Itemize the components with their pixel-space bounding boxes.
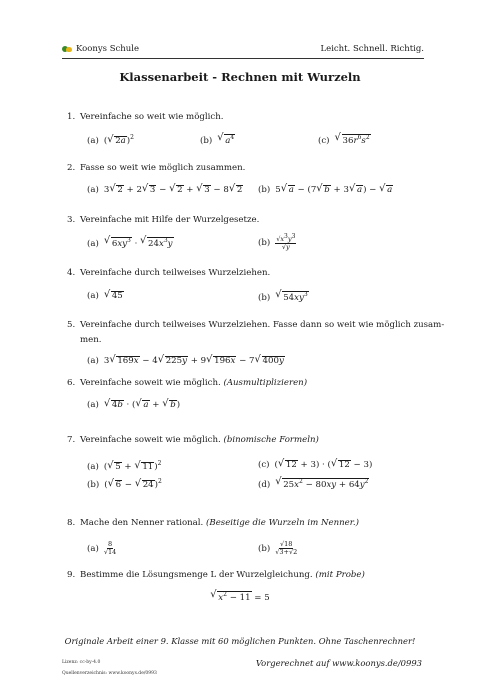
question-1: 1. Vereinfache so weit wie möglich. bbox=[67, 112, 224, 122]
sources-text: Quellenverzeichnis: www.koonys.de/0993 bbox=[62, 671, 157, 676]
question-5-continued: men. bbox=[80, 335, 102, 345]
question-6: 6. Vereinfache soweit wie möglich. (Ausmultiplizieren) bbox=[67, 378, 308, 388]
footnote: Originale Arbeit einer 9. Klasse mit 60 möglichen Punkten. Ohne Taschenrechner! bbox=[64, 636, 416, 646]
q7-item-d: (d) √ $25x^2 - 80xy + 64y^2$ bbox=[258, 476, 369, 490]
slogan: Leicht. Schnell. Richtig. bbox=[320, 44, 424, 54]
question-8: 8. Mache den Nenner rational. (Beseitige die Wurzeln im Nenner.) bbox=[67, 518, 360, 528]
solved-link-text: Vorgerechnet auf www.koonys.de/0993 bbox=[255, 658, 422, 668]
license-text: Lizenz: cc-by-4.0 bbox=[62, 660, 101, 665]
q2-item-a: (a) 3 √ 2 + 2 √ 3 − √ 2 + √ 3 − 8 √ 2 bbox=[87, 183, 243, 195]
q8-item-a: (a) $\frac{8}{√14}$ bbox=[87, 540, 117, 556]
question-4: 4. Vereinfache durch teilweises Wurzelziehen. bbox=[67, 268, 271, 278]
q3-item-b: (b) $\frac{√x^3y^3}{√y}$ bbox=[258, 233, 296, 251]
q7-item-c: (c) ( √ 12 + 3) · ( √ 12 − 3) bbox=[258, 458, 373, 470]
question-2: 2. Fasse so weit wie möglich zusammen. bbox=[67, 163, 246, 173]
question-5: 5. Vereinfache durch teilweises Wurzelziehen. Fasse dann so weit wie möglich zusam- bbox=[67, 320, 445, 330]
q4-item-b: (b) √ $54xy^3$ bbox=[258, 289, 308, 303]
q9-equation: √ $x^2 - 11 = 5$ bbox=[210, 589, 270, 603]
q2-item-b: (b) 5 √ a − (7 √ b + 3 √ a) − √ a bbox=[258, 183, 393, 195]
brand bbox=[62, 44, 139, 54]
q6-item-a: (a) √ 4b · ( √ a + √ b) bbox=[87, 398, 181, 410]
koonys-logo-icon bbox=[62, 45, 72, 53]
page-title: Klassenarbeit - Rechnen mit Wurzeln bbox=[119, 70, 361, 84]
q1-item-c: (c) √ $36r^6s^2$ bbox=[318, 132, 370, 146]
question-3: 3. Vereinfache mit Hilfe der Wurzelgesetze. bbox=[67, 215, 260, 225]
q1-item-b: (b) √ $a^4$ bbox=[200, 132, 235, 146]
q7-item-a: (a) ( √ 5 + √ 11)$^2$ bbox=[87, 459, 162, 472]
brand-name: Koonys Schule bbox=[76, 44, 139, 54]
q7-item-b: (b) ( √ 6 − √ 24)$^2$ bbox=[87, 477, 162, 490]
question-9: 9. Bestimme die Lösungsmenge L der Wurzelgleichung. (mit Probe) bbox=[67, 570, 365, 580]
q5-item-a: (a) 3 √ 169x − 4 √ 225y + 9 √ 196x − 7 √ 400y bbox=[87, 354, 284, 366]
header-rule bbox=[62, 58, 424, 59]
page-header bbox=[62, 44, 424, 58]
q1-item-a: (a) ( √ 2a)$^2$ bbox=[87, 133, 134, 146]
q8-item-b: (b) $\frac{√18}{√3+√2}$ bbox=[258, 540, 298, 556]
q4-item-a: (a) √ 45 bbox=[87, 289, 123, 301]
question-7: 7. Vereinfache soweit wie möglich. (binomische Formeln) bbox=[67, 435, 319, 445]
q3-item-a: (a) √ $6xy^3$ · √ $24x^3y$ bbox=[87, 235, 173, 249]
